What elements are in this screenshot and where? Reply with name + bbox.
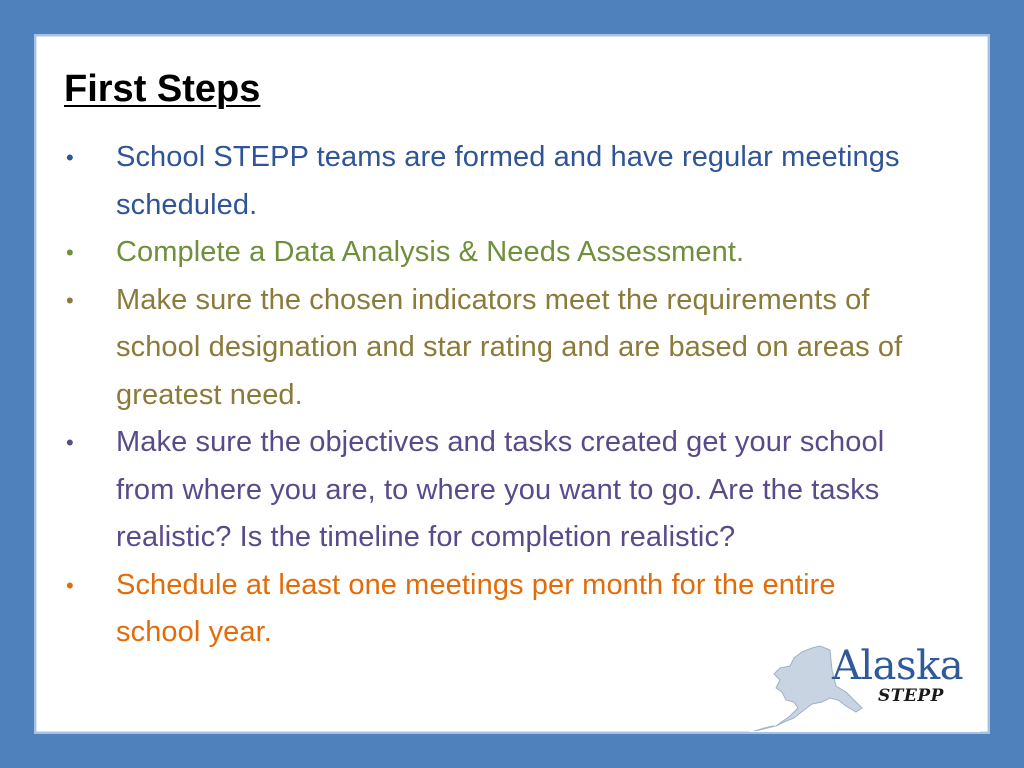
bullet-text: Complete a Data Analysis & Needs Assessment. bbox=[116, 236, 745, 268]
bullet-marker: • bbox=[66, 572, 74, 598]
bullet-marker: • bbox=[66, 287, 74, 313]
alaska-stepp-logo bbox=[750, 640, 980, 732]
bullet-item-1 bbox=[64, 134, 904, 229]
logo-wordmark: Alaska bbox=[832, 643, 964, 689]
bullet-marker: • bbox=[66, 145, 74, 170]
bullet-text: School STEPP teams are formed and have regular meetings scheduled. bbox=[116, 141, 900, 221]
bullet-item-3 bbox=[64, 277, 904, 420]
slide-title: First Steps bbox=[64, 68, 261, 110]
bullet-item-2 bbox=[64, 229, 904, 277]
bullet-text: Make sure the objectives and tasks created get your school from where you are, to where you want to go. Are the tasks realistic? Is the timeline for completion realistic? bbox=[116, 426, 885, 553]
bullet-marker: • bbox=[66, 240, 74, 265]
bullet-marker: • bbox=[66, 430, 74, 455]
bullet-list bbox=[64, 134, 904, 657]
slide-frame bbox=[34, 34, 990, 734]
bullet-text: Make sure the chosen indicators meet the requirements of school designation and star rating and are based on areas of greatest need. bbox=[116, 283, 903, 411]
logo-subtitle: STEPP bbox=[878, 686, 944, 706]
bullet-text: Schedule at least one meetings per month for the entire school year. bbox=[116, 568, 836, 648]
bullet-item-4 bbox=[64, 419, 904, 562]
